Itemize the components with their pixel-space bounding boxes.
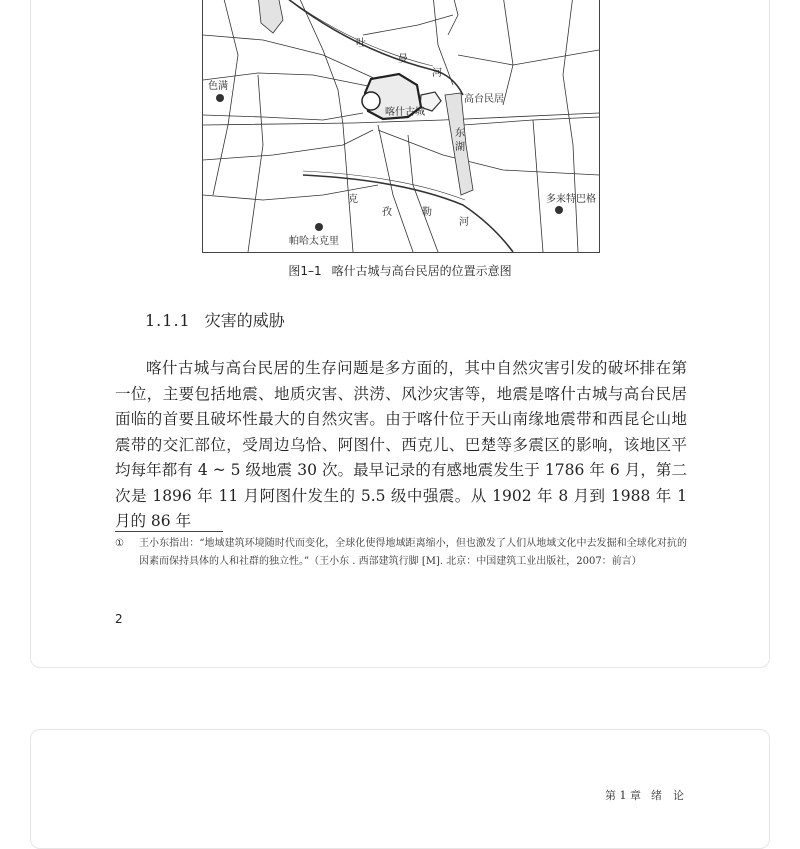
chapter-title: 绪 论 — [651, 789, 684, 802]
map-label-ke: 克 — [348, 194, 358, 205]
map-label-man: 曼 — [398, 54, 408, 65]
figure-caption — [0, 262, 800, 279]
map-label-zi: 孜 — [382, 207, 392, 218]
map-label-le: 勒 — [422, 207, 432, 218]
map-label-duolai: 多来特巴格 — [546, 194, 596, 205]
footnote-text: 王小东指出：“地域建筑环境随时代而变化，全球化使得地域距离缩小，但也激发了人们从地域文化中去发掘和全球化对抗的因素而保持具体的人和社群的独立性。”（王小东 . 西部建筑行脚 [M]. 北京：中国建筑工业出版社，2007：前言） — [139, 538, 687, 567]
map-label-seman: 色满 — [208, 81, 228, 92]
figure-title: 喀什古城与高台民居的位置示意图 — [331, 264, 512, 278]
section-title: 灾害的威胁 — [204, 311, 285, 330]
section-number: 1.1.1 — [145, 311, 191, 330]
map-label-dong: 东 — [455, 128, 465, 139]
page-number: 2 — [115, 612, 123, 626]
footnote — [115, 535, 687, 570]
map-drawing — [203, 0, 599, 252]
footnote-marker: ① — [115, 538, 124, 549]
figure-number: 图1–1 — [288, 264, 322, 278]
map-label-hu: 湖 — [455, 142, 465, 153]
map-label-pahatai: 帕哈太克里 — [289, 236, 339, 247]
map-label-he-bottom: 河 — [459, 217, 469, 228]
footnote-divider — [115, 531, 223, 532]
body-paragraph: 喀什古城与高台民居的生存问题是多方面的，其中自然灾害引发的破坏排在第一位，主要包括地震、地质灾害、洪涝、风沙灾害等，地震是喀什古城与高台民居面临的首要且破坏性最大的自然灾害。由于喀什位于天山南缘地震带和西昆仑山地震带的交汇部位，受周边乌恰、阿图什、西克儿、巴楚等多震区的影响，该地区平均每年都有 4 ~ 5 级地震 30 次。最早记录的有感地震发生于 1786 年 6 月，第二次是 1896 年 11 月阿图什发生的 5.5 级中强震。从 1902 年 8 月到 1988 年 1 月的 86 年 — [115, 359, 687, 530]
map-label-he-top: 河 — [432, 68, 442, 79]
map-label-kashgar-old-city: 喀什古城 — [385, 107, 425, 118]
section-heading — [145, 308, 285, 331]
map-label-gaotai: 高台民居 — [464, 94, 504, 105]
chapter-number: 第 1 章 — [605, 789, 641, 802]
running-header — [595, 787, 684, 803]
next-book-page — [30, 729, 770, 849]
map-label-tu: 吐 — [356, 38, 366, 49]
location-map — [202, 0, 600, 253]
